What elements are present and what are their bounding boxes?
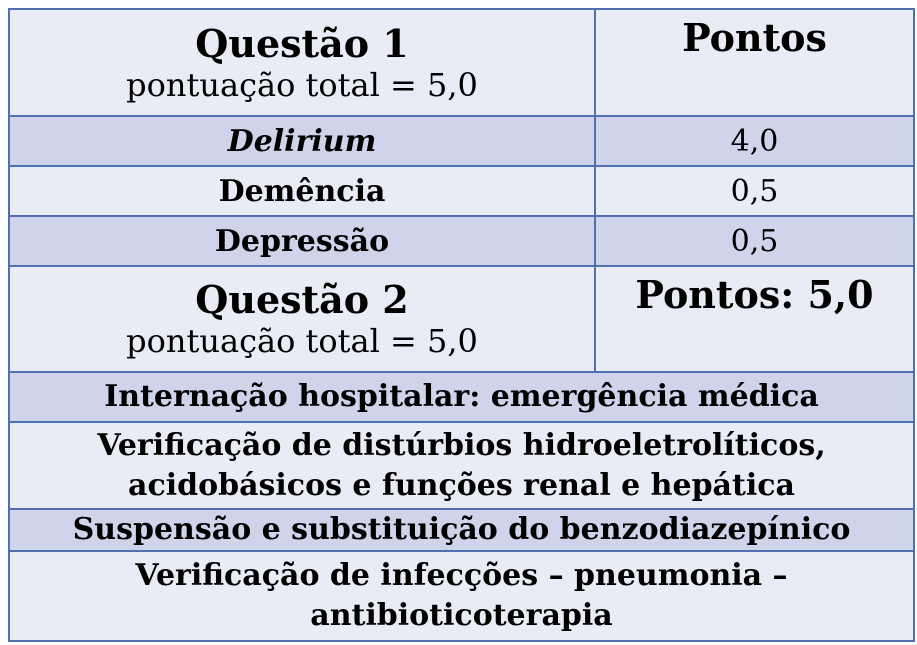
- q1-row-value-cell: [595, 166, 914, 216]
- question2-points-header-cell: [595, 266, 914, 372]
- q1-row-label: Demência: [218, 173, 386, 209]
- q1-row-value: 4,0: [730, 123, 779, 159]
- q2-item-cell: [9, 422, 914, 509]
- q1-row-value: 0,5: [730, 173, 779, 209]
- q2-item-line: Internação hospitalar: emergência médica: [104, 379, 819, 414]
- answer-key-table: [8, 8, 915, 642]
- q2-item-cell: [9, 551, 914, 641]
- q1-row-value-cell: [595, 116, 914, 166]
- q1-row-value-cell: [595, 216, 914, 266]
- question1-title: Questão 1: [195, 20, 409, 66]
- q1-row-label-cell: [9, 166, 595, 216]
- question2-subtitle: pontuação total = 5,0: [126, 322, 478, 360]
- q2-item-line: acidobásicos e funções renal e hepática: [128, 467, 795, 503]
- q2-item-cell: [9, 372, 914, 422]
- q1-row-value: 0,5: [730, 223, 779, 259]
- q1-row-label: Delirium: [227, 123, 377, 159]
- question2-points-header: Pontos: 5,0: [635, 272, 874, 317]
- question2-header-cell: [9, 266, 595, 372]
- q2-item-line: Verificação de infecções – pneumonia –: [135, 558, 788, 593]
- q2-item-line: Suspensão e substituição do benzodiazepínico: [72, 512, 851, 547]
- q2-item-line: Verificação de distúrbios hidroeletrolíticos,: [97, 427, 826, 463]
- q1-row-label-cell: [9, 116, 595, 166]
- q2-item-cell: [9, 509, 914, 551]
- q1-row-label: Depressão: [214, 223, 390, 259]
- question1-points-header: Pontos: [682, 15, 827, 60]
- q1-row-label-cell: [9, 216, 595, 266]
- question1-subtitle: pontuação total = 5,0: [126, 65, 478, 104]
- question1-points-header-cell: [595, 9, 914, 116]
- q2-item-line: antibioticoterapia: [310, 598, 613, 633]
- question2-title: Questão 2: [195, 277, 409, 322]
- question1-header-cell: [9, 9, 595, 116]
